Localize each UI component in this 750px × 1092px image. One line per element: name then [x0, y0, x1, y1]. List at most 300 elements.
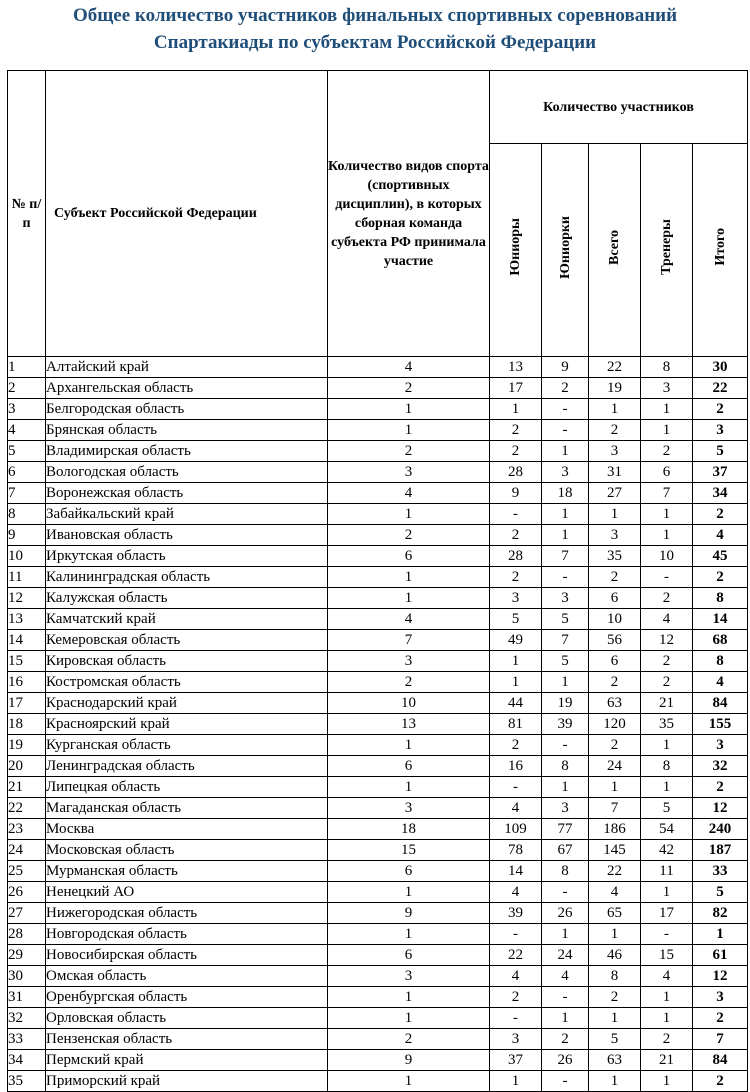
total-count: 3: [693, 735, 748, 756]
coaches-count: 4: [641, 609, 693, 630]
sports-count: 18: [328, 819, 490, 840]
row-number: 20: [8, 756, 46, 777]
total-count: 5: [693, 441, 748, 462]
table-row: [8, 735, 748, 756]
all-count: 22: [589, 357, 641, 378]
row-number: 17: [8, 693, 46, 714]
juniors-female: 3: [542, 798, 589, 819]
sports-count: 6: [328, 945, 490, 966]
juniors-male: 1: [490, 399, 542, 420]
juniors-male: 2: [490, 987, 542, 1008]
subject-name: Владимирская область: [46, 441, 328, 462]
table-row: [8, 840, 748, 861]
subject-name: Красноярский край: [46, 714, 328, 735]
sports-count: 9: [328, 903, 490, 924]
juniors-male: 17: [490, 378, 542, 399]
all-count: 46: [589, 945, 641, 966]
row-number: 29: [8, 945, 46, 966]
sports-count: 1: [328, 504, 490, 525]
coaches-count: 3: [641, 378, 693, 399]
juniors-male: 22: [490, 945, 542, 966]
total-count: 3: [693, 987, 748, 1008]
all-count: 2: [589, 672, 641, 693]
subject-name: Ивановская область: [46, 525, 328, 546]
sports-count: 1: [328, 777, 490, 798]
table-row: [8, 714, 748, 735]
coaches-count: 1: [641, 399, 693, 420]
row-number: 26: [8, 882, 46, 903]
sports-count: 6: [328, 861, 490, 882]
sports-count: 15: [328, 840, 490, 861]
all-count: 8: [589, 966, 641, 987]
sports-count: 3: [328, 798, 490, 819]
subject-name: Брянская область: [46, 420, 328, 441]
juniors-female: -: [542, 420, 589, 441]
juniors-female: 5: [542, 609, 589, 630]
total-count: 22: [693, 378, 748, 399]
coaches-count: 1: [641, 1071, 693, 1092]
total-count: 7: [693, 1029, 748, 1050]
coaches-count: 1: [641, 777, 693, 798]
coaches-count: 7: [641, 483, 693, 504]
total-count: 3: [693, 420, 748, 441]
sports-count: 1: [328, 420, 490, 441]
row-number: 32: [8, 1008, 46, 1029]
header-all: Всего: [589, 144, 641, 357]
total-count: 84: [693, 1050, 748, 1071]
all-count: 5: [589, 1029, 641, 1050]
row-number: 19: [8, 735, 46, 756]
title-line-2: Спартакиады по субъектам Российской Федерации: [153, 32, 597, 53]
sports-count: 4: [328, 483, 490, 504]
sports-count: 1: [328, 567, 490, 588]
table-row: [8, 504, 748, 525]
table-row: [8, 399, 748, 420]
table-row: [8, 798, 748, 819]
all-count: 27: [589, 483, 641, 504]
row-number: 7: [8, 483, 46, 504]
coaches-count: 42: [641, 840, 693, 861]
row-number: 16: [8, 672, 46, 693]
coaches-count: 1: [641, 525, 693, 546]
juniors-female: 3: [542, 588, 589, 609]
juniors-male: -: [490, 1008, 542, 1029]
all-count: 1: [589, 504, 641, 525]
coaches-count: 21: [641, 1050, 693, 1071]
juniors-female: -: [542, 735, 589, 756]
juniors-male: 2: [490, 441, 542, 462]
subject-name: Москва: [46, 819, 328, 840]
all-count: 2: [589, 567, 641, 588]
juniors-female: 26: [542, 1050, 589, 1071]
table-row: [8, 903, 748, 924]
total-count: 2: [693, 777, 748, 798]
table-row: [8, 1071, 748, 1092]
juniors-female: 77: [542, 819, 589, 840]
juniors-male: 2: [490, 567, 542, 588]
juniors-male: 4: [490, 966, 542, 987]
subject-name: Калининградская область: [46, 567, 328, 588]
total-count: 2: [693, 399, 748, 420]
subject-name: Калужская область: [46, 588, 328, 609]
subject-name: Камчатский край: [46, 609, 328, 630]
total-count: 68: [693, 630, 748, 651]
row-number: 25: [8, 861, 46, 882]
juniors-female: 19: [542, 693, 589, 714]
juniors-male: 3: [490, 588, 542, 609]
all-count: 2: [589, 420, 641, 441]
table-row: [8, 693, 748, 714]
subject-name: Пензенская область: [46, 1029, 328, 1050]
header-subject: Субъект Российской Федерации: [46, 71, 328, 357]
row-number: 10: [8, 546, 46, 567]
subject-name: Приморский край: [46, 1071, 328, 1092]
all-count: 120: [589, 714, 641, 735]
table-row: [8, 420, 748, 441]
table-row: [8, 777, 748, 798]
coaches-count: -: [641, 567, 693, 588]
juniors-female: 8: [542, 861, 589, 882]
juniors-female: 67: [542, 840, 589, 861]
all-count: 6: [589, 588, 641, 609]
table-row: [8, 924, 748, 945]
all-count: 31: [589, 462, 641, 483]
juniors-male: 14: [490, 861, 542, 882]
total-count: 1: [693, 924, 748, 945]
total-count: 2: [693, 1071, 748, 1092]
all-count: 1: [589, 399, 641, 420]
coaches-count: -: [641, 924, 693, 945]
total-count: 84: [693, 693, 748, 714]
total-count: 2: [693, 567, 748, 588]
total-count: 240: [693, 819, 748, 840]
total-count: 33: [693, 861, 748, 882]
juniors-male: -: [490, 504, 542, 525]
sports-count: 6: [328, 546, 490, 567]
sports-count: 1: [328, 1008, 490, 1029]
header-num: № п/п: [8, 71, 46, 357]
all-count: 19: [589, 378, 641, 399]
juniors-male: -: [490, 777, 542, 798]
juniors-female: 2: [542, 378, 589, 399]
subject-name: Новосибирская область: [46, 945, 328, 966]
coaches-count: 1: [641, 987, 693, 1008]
sports-count: 1: [328, 1071, 490, 1092]
all-count: 1: [589, 777, 641, 798]
table-row: [8, 1050, 748, 1071]
sports-count: 2: [328, 1029, 490, 1050]
subject-name: Кировская область: [46, 651, 328, 672]
total-count: 8: [693, 651, 748, 672]
subject-name: Архангельская область: [46, 378, 328, 399]
subject-name: Ленинградская область: [46, 756, 328, 777]
subject-name: Курганская область: [46, 735, 328, 756]
sports-count: 1: [328, 924, 490, 945]
subject-name: Орловская область: [46, 1008, 328, 1029]
total-count: 8: [693, 588, 748, 609]
participants-table: [7, 70, 748, 1092]
subject-name: Омская область: [46, 966, 328, 987]
subject-name: Белгородская область: [46, 399, 328, 420]
juniors-male: 2: [490, 525, 542, 546]
row-number: 24: [8, 840, 46, 861]
header-juniors-male: Юниоры: [490, 144, 542, 357]
subject-name: Оренбургская область: [46, 987, 328, 1008]
all-count: 3: [589, 525, 641, 546]
all-count: 145: [589, 840, 641, 861]
juniors-male: 28: [490, 462, 542, 483]
total-count: 61: [693, 945, 748, 966]
juniors-male: -: [490, 924, 542, 945]
table-row: [8, 756, 748, 777]
juniors-female: 1: [542, 525, 589, 546]
row-number: 18: [8, 714, 46, 735]
juniors-female: 2: [542, 1029, 589, 1050]
row-number: 34: [8, 1050, 46, 1071]
sports-count: 6: [328, 756, 490, 777]
all-count: 24: [589, 756, 641, 777]
coaches-count: 35: [641, 714, 693, 735]
table-row: [8, 546, 748, 567]
table-row: [8, 1029, 748, 1050]
juniors-male: 44: [490, 693, 542, 714]
header-participants: Количество участников: [490, 71, 748, 144]
total-count: 34: [693, 483, 748, 504]
sports-count: 3: [328, 462, 490, 483]
juniors-female: 8: [542, 756, 589, 777]
subject-name: Московская область: [46, 840, 328, 861]
coaches-count: 1: [641, 1008, 693, 1029]
subject-name: Магаданская область: [46, 798, 328, 819]
juniors-female: 5: [542, 651, 589, 672]
all-count: 65: [589, 903, 641, 924]
coaches-count: 1: [641, 882, 693, 903]
total-count: 30: [693, 357, 748, 378]
coaches-count: 54: [641, 819, 693, 840]
all-count: 186: [589, 819, 641, 840]
sports-count: 3: [328, 966, 490, 987]
coaches-count: 4: [641, 966, 693, 987]
row-number: 27: [8, 903, 46, 924]
total-count: 45: [693, 546, 748, 567]
row-number: 30: [8, 966, 46, 987]
all-count: 2: [589, 735, 641, 756]
row-number: 5: [8, 441, 46, 462]
all-count: 63: [589, 1050, 641, 1071]
subject-name: Новгородская область: [46, 924, 328, 945]
subject-name: Ненецкий АО: [46, 882, 328, 903]
total-count: 155: [693, 714, 748, 735]
juniors-female: 9: [542, 357, 589, 378]
row-number: 13: [8, 609, 46, 630]
juniors-male: 2: [490, 420, 542, 441]
table-body: [8, 357, 748, 1092]
subject-name: Мурманская область: [46, 861, 328, 882]
sports-count: 1: [328, 987, 490, 1008]
juniors-male: 9: [490, 483, 542, 504]
juniors-female: 1: [542, 777, 589, 798]
subject-name: Кемеровская область: [46, 630, 328, 651]
coaches-count: 1: [641, 420, 693, 441]
table-row: [8, 672, 748, 693]
row-number: 15: [8, 651, 46, 672]
sports-count: 2: [328, 441, 490, 462]
total-count: 5: [693, 882, 748, 903]
all-count: 22: [589, 861, 641, 882]
header-coaches: Тренеры: [641, 144, 693, 357]
juniors-female: 7: [542, 630, 589, 651]
coaches-count: 8: [641, 357, 693, 378]
juniors-male: 49: [490, 630, 542, 651]
all-count: 1: [589, 1071, 641, 1092]
document-title: [0, 2, 750, 56]
row-number: 2: [8, 378, 46, 399]
sports-count: 4: [328, 609, 490, 630]
row-number: 8: [8, 504, 46, 525]
juniors-female: -: [542, 882, 589, 903]
juniors-male: 109: [490, 819, 542, 840]
row-number: 33: [8, 1029, 46, 1050]
juniors-male: 81: [490, 714, 542, 735]
table-row: [8, 651, 748, 672]
sports-count: 9: [328, 1050, 490, 1071]
juniors-male: 13: [490, 357, 542, 378]
table-row: [8, 1008, 748, 1029]
table-row: [8, 441, 748, 462]
total-count: 2: [693, 504, 748, 525]
coaches-count: 10: [641, 546, 693, 567]
total-count: 12: [693, 966, 748, 987]
juniors-male: 2: [490, 735, 542, 756]
table-row: [8, 609, 748, 630]
row-number: 14: [8, 630, 46, 651]
juniors-female: 3: [542, 462, 589, 483]
coaches-count: 17: [641, 903, 693, 924]
juniors-female: 39: [542, 714, 589, 735]
juniors-female: -: [542, 399, 589, 420]
juniors-female: -: [542, 567, 589, 588]
total-count: 4: [693, 672, 748, 693]
total-count: 4: [693, 525, 748, 546]
juniors-male: 1: [490, 672, 542, 693]
juniors-male: 4: [490, 882, 542, 903]
all-count: 6: [589, 651, 641, 672]
total-count: 32: [693, 756, 748, 777]
coaches-count: 1: [641, 735, 693, 756]
subject-name: Липецкая область: [46, 777, 328, 798]
juniors-female: 26: [542, 903, 589, 924]
row-number: 1: [8, 357, 46, 378]
coaches-count: 5: [641, 798, 693, 819]
sports-count: 3: [328, 651, 490, 672]
table-row: [8, 567, 748, 588]
coaches-count: 2: [641, 1029, 693, 1050]
all-count: 4: [589, 882, 641, 903]
row-number: 4: [8, 420, 46, 441]
juniors-male: 5: [490, 609, 542, 630]
subject-name: Костромская область: [46, 672, 328, 693]
sports-count: 2: [328, 672, 490, 693]
total-count: 187: [693, 840, 748, 861]
subject-name: Иркутская область: [46, 546, 328, 567]
table-row: [8, 462, 748, 483]
juniors-female: 7: [542, 546, 589, 567]
all-count: 56: [589, 630, 641, 651]
row-number: 31: [8, 987, 46, 1008]
juniors-female: 1: [542, 924, 589, 945]
total-count: 82: [693, 903, 748, 924]
subject-name: Вологодская область: [46, 462, 328, 483]
sports-count: 1: [328, 399, 490, 420]
sports-count: 7: [328, 630, 490, 651]
juniors-male: 78: [490, 840, 542, 861]
table-row: [8, 819, 748, 840]
title-line-1: Общее количество участников финальных спортивных соревнований: [72, 5, 678, 26]
table-row: [8, 525, 748, 546]
coaches-count: 2: [641, 588, 693, 609]
total-count: 37: [693, 462, 748, 483]
coaches-count: 2: [641, 441, 693, 462]
juniors-female: 4: [542, 966, 589, 987]
table-row: [8, 861, 748, 882]
coaches-count: 6: [641, 462, 693, 483]
sports-count: 2: [328, 378, 490, 399]
all-count: 1: [589, 1008, 641, 1029]
table-row: [8, 357, 748, 378]
table-row: [8, 483, 748, 504]
sports-count: 4: [328, 357, 490, 378]
row-number: 23: [8, 819, 46, 840]
row-number: 21: [8, 777, 46, 798]
total-count: 14: [693, 609, 748, 630]
all-count: 1: [589, 924, 641, 945]
table-row: [8, 987, 748, 1008]
all-count: 10: [589, 609, 641, 630]
coaches-count: 2: [641, 651, 693, 672]
juniors-female: 1: [542, 672, 589, 693]
row-number: 12: [8, 588, 46, 609]
juniors-female: -: [542, 987, 589, 1008]
coaches-count: 21: [641, 693, 693, 714]
coaches-count: 11: [641, 861, 693, 882]
juniors-female: 24: [542, 945, 589, 966]
row-number: 22: [8, 798, 46, 819]
all-count: 3: [589, 441, 641, 462]
coaches-count: 2: [641, 672, 693, 693]
juniors-female: 18: [542, 483, 589, 504]
row-number: 6: [8, 462, 46, 483]
table-row: [8, 378, 748, 399]
table-row: [8, 588, 748, 609]
all-count: 63: [589, 693, 641, 714]
coaches-count: 8: [641, 756, 693, 777]
subject-name: Краснодарский край: [46, 693, 328, 714]
coaches-count: 1: [641, 504, 693, 525]
table-row: [8, 966, 748, 987]
row-number: 3: [8, 399, 46, 420]
sports-count: 1: [328, 588, 490, 609]
juniors-female: 1: [542, 1008, 589, 1029]
juniors-male: 1: [490, 1071, 542, 1092]
header-total: Итого: [693, 144, 748, 357]
all-count: 7: [589, 798, 641, 819]
sports-count: 1: [328, 882, 490, 903]
all-count: 35: [589, 546, 641, 567]
table-row: [8, 630, 748, 651]
juniors-male: 16: [490, 756, 542, 777]
juniors-female: 1: [542, 504, 589, 525]
all-count: 2: [589, 987, 641, 1008]
